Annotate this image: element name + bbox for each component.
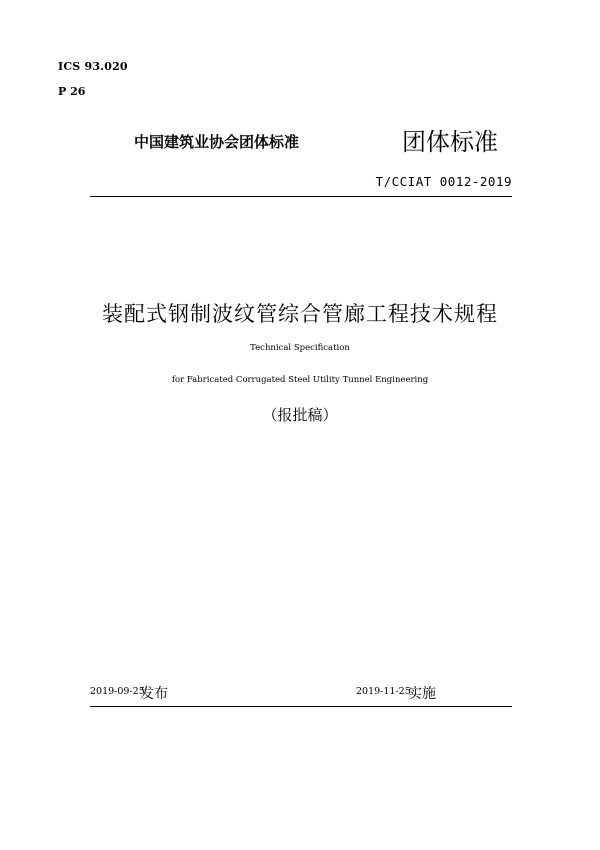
issue-date: 2019-09-25	[90, 686, 145, 697]
english-title-line2: for Fabricated Corrugated Steel Utility Tunnel Engineering	[171, 375, 429, 385]
association-name: 中国建筑业协会团体标准	[134, 133, 300, 151]
standard-type: 团体标准	[402, 128, 498, 156]
draft-status: （报批稿）	[262, 406, 338, 424]
classification-code: P 26	[58, 85, 86, 98]
implementation-label: 实施	[408, 686, 436, 702]
ics-code: ICS 93.020	[58, 60, 128, 73]
issue-label: 发布	[140, 686, 168, 702]
standard-number: T/CCIAT 0012-2019	[375, 174, 512, 189]
document-title: 装配式钢制波纹管综合管廊工程技术规程	[102, 302, 498, 326]
top-divider	[90, 196, 512, 197]
english-title-line1: Technical Specification	[250, 343, 350, 353]
bottom-divider	[90, 706, 512, 707]
implementation-date: 2019-11-25	[356, 686, 411, 697]
